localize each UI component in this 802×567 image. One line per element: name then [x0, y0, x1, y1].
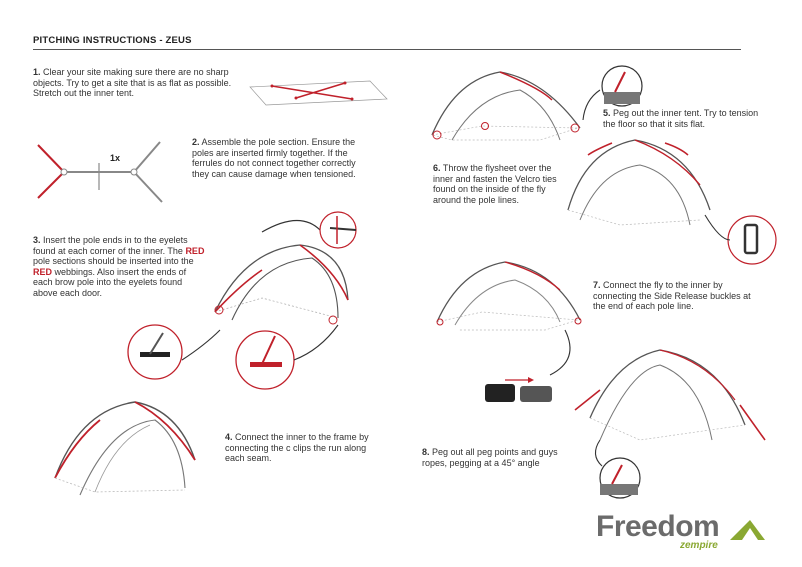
full-pitch-illustration [575, 350, 765, 498]
brand-logo-wordmark: Freedom [596, 510, 720, 543]
fly-connect-illustration [437, 262, 581, 402]
flysheet-illustration [568, 140, 776, 264]
step-2-number: 2. [192, 137, 200, 147]
step-2-text: Assemble the pole section. Ensure the poles are inserted firmly together. If the ferrules do not connect together correctly they can cause damage when tensioned. [192, 137, 356, 179]
step-5-number: 5. [603, 108, 611, 118]
step-3-number: 3. [33, 235, 41, 245]
step-3-red-1: RED [185, 245, 205, 256]
pegged-inner-illustration [432, 66, 642, 140]
step-6-text: Throw the flysheet over the inner and fasten the Velcro ties found on the inside of the fly around the pole lines. [433, 163, 557, 205]
pole-count-label: 1x [110, 153, 121, 163]
step-3-text-a: Insert the pole ends in to the eyelets found at each corner of the inner. The [33, 235, 188, 256]
step-3-text-b: pole sections should be inserted into the [33, 256, 194, 267]
step-8-text: Peg out all peg points and guys ropes, pegging at a 45° angle [422, 447, 558, 468]
step-8-number: 8. [422, 447, 430, 457]
frame-illustration [128, 212, 356, 389]
brand-tent-logo-icon [730, 520, 765, 540]
step-1-text: Clear your site making sure there are no sharp objects. Try to get a site that is as flat as possible. Stretch out the inner tent. [33, 67, 232, 99]
step-4-text: Connect the inner to the frame by connecting the c clips the run along each seam. [225, 432, 369, 464]
brand-logo-sub: zempire [680, 540, 718, 551]
inner-tent-illustration [55, 402, 195, 495]
step-3-text-c: webbings. Also insert the ends of each brow pole into the eyelets found above each door. [33, 266, 187, 298]
pole-assembly-illustration [38, 142, 162, 202]
step-5-text: Peg out the inner tent. Try to tension the floor so that it sits flat. [603, 108, 759, 129]
step-6-number: 6. [433, 163, 441, 173]
step-7-text: Connect the fly to the inner by connecting the Side Release buckles at the end of each pole line. [593, 280, 751, 312]
groundsheet-illustration [250, 81, 387, 105]
step-3-red-2: RED [33, 266, 53, 277]
step-7-number: 7. [593, 280, 601, 290]
step-1-number: 1. [33, 67, 41, 77]
page-title: PITCHING INSTRUCTIONS - ZEUS [33, 35, 192, 46]
step-4-number: 4. [225, 432, 233, 442]
